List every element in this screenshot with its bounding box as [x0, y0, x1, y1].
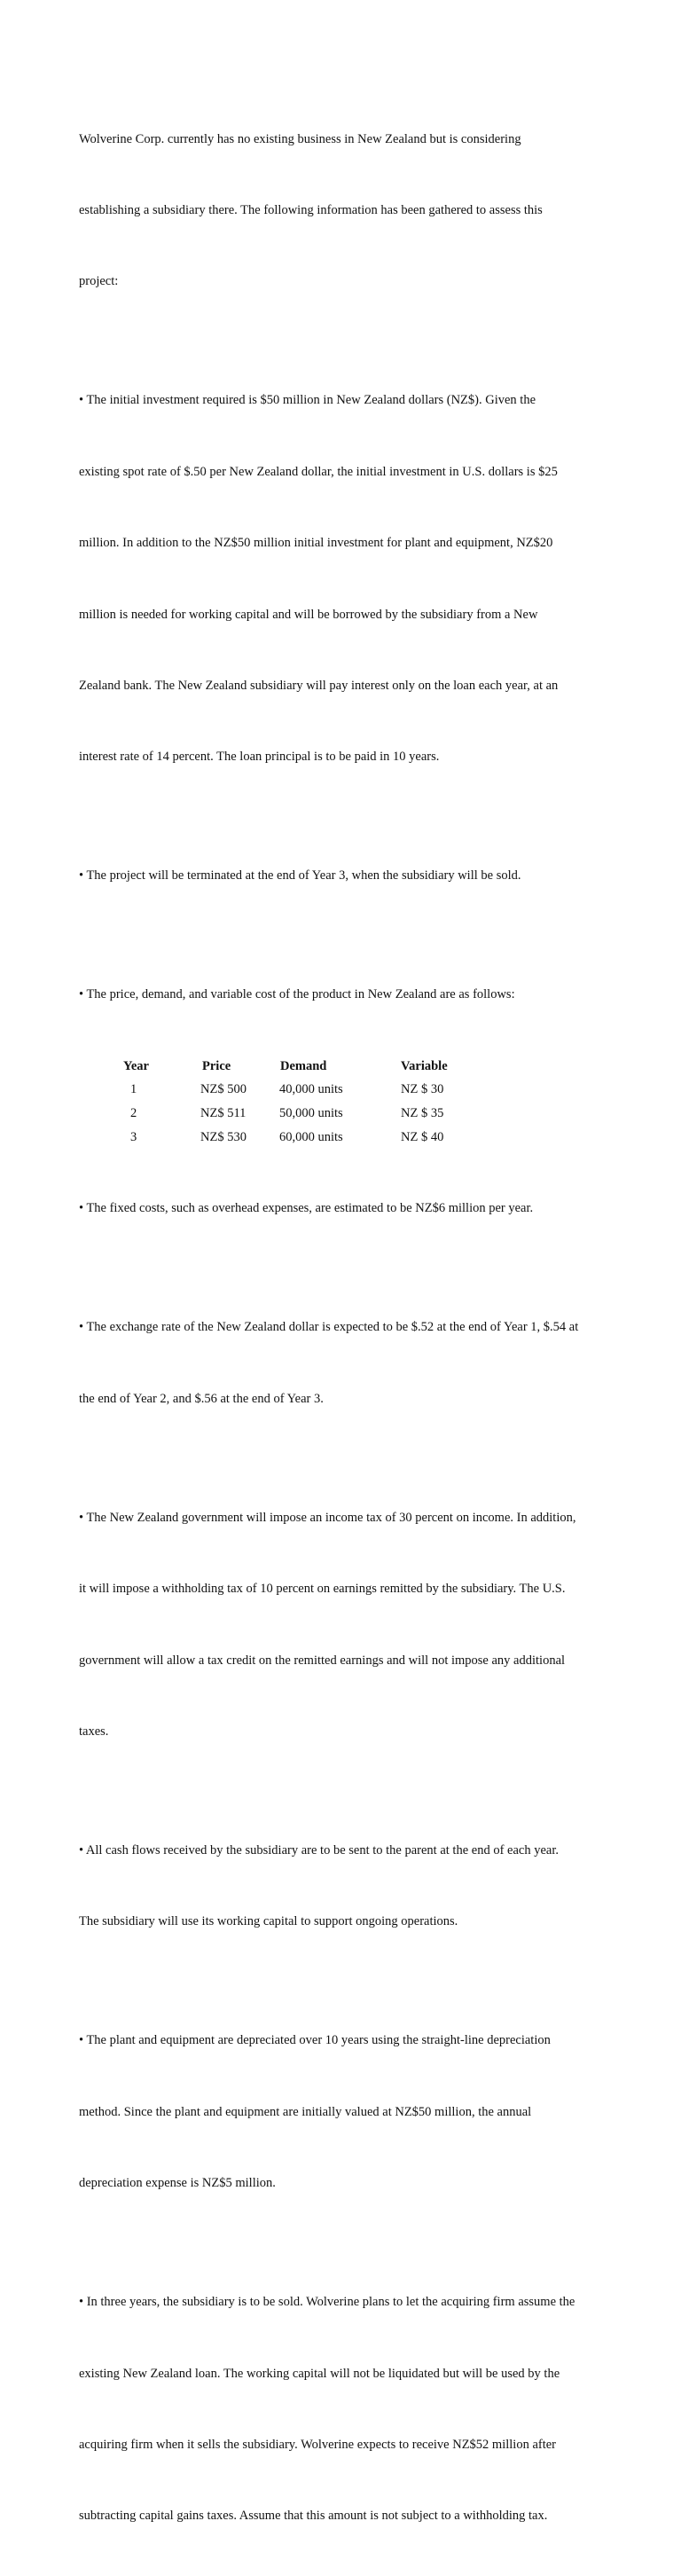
- text-line: depreciation expense is NZ$5 million.: [79, 2176, 276, 2191]
- bullet-income-tax: [79, 1458, 611, 1791]
- document-page: [79, 80, 611, 2576]
- table-row: [79, 1102, 611, 1126]
- text-line: government will allow a tax credit on the remitted earnings and will not impose any additional: [79, 1653, 566, 1668]
- bullet-exchange-rate: [79, 1268, 611, 1458]
- text-line: • In three years, the subsidiary is to be sold. Wolverine plans to let the acquiring firm assume the: [79, 2295, 575, 2310]
- table-row: [79, 1078, 611, 1102]
- text-line: subtracting capital gains taxes. Assume that this amount is not subject to a withholding tax.: [79, 2509, 548, 2524]
- text-line: • The fixed costs, such as overhead expenses, are estimated to be NZ$6 million per year.: [79, 1201, 534, 1216]
- header-year: Year: [123, 1058, 149, 1073]
- text-line: establishing a subsidiary there. The following information has been gathered to assess this: [79, 202, 543, 217]
- header-demand: Demand: [280, 1058, 327, 1073]
- text-line: existing New Zealand loan. The working capital will not be liquidated but will be used by the: [79, 2366, 560, 2381]
- bullet-project-termination: [79, 817, 611, 936]
- text-line: • The initial investment required is $50 million in New Zealand dollars (NZ$). Given the: [79, 393, 536, 408]
- text-line: acquiring firm when it sells the subsidiary. Wolverine expects to receive NZ$52 million after: [79, 2437, 557, 2452]
- cell-year: 2: [130, 1106, 137, 1121]
- cell-demand: 50,000 units: [279, 1106, 343, 1121]
- price-demand-table: [79, 1055, 611, 1150]
- cell-price: NZ$ 530: [200, 1130, 247, 1145]
- text-line: Zealand bank. The New Zealand subsidiary will pay interest only on the loan each year, at an: [79, 678, 559, 693]
- header-variable: Variable: [401, 1058, 448, 1073]
- cell-demand: 60,000 units: [279, 1130, 343, 1145]
- table-row: [79, 1126, 611, 1150]
- cell-price: NZ$ 511: [200, 1106, 247, 1121]
- text-line: existing spot rate of $.50 per New Zealand dollar, the initial investment in U.S. dollars is $25: [79, 464, 558, 479]
- bullet-depreciation: [79, 1982, 611, 2243]
- cell-demand: 40,000 units: [279, 1082, 343, 1097]
- bullet-fixed-costs: [79, 1150, 611, 1268]
- cell-variable: NZ $ 40: [401, 1130, 444, 1145]
- cell-price: NZ$ 500: [200, 1082, 247, 1097]
- text-line: • All cash flows received by the subsidiary are to be sent to the parent at the end of each year.: [79, 1842, 559, 1857]
- text-line: million. In addition to the NZ$50 million initial investment for plant and equipment, NZ$20: [79, 536, 553, 551]
- header-price: Price: [202, 1058, 231, 1073]
- text-line: The subsidiary will use its working capital to support ongoing operations.: [79, 1914, 458, 1929]
- text-line: taxes.: [79, 1724, 109, 1739]
- text-line: • The New Zealand government will impose an income tax of 30 percent on income. In addition,: [79, 1510, 576, 1525]
- text-line: project:: [79, 274, 119, 289]
- cell-variable: NZ $ 35: [401, 1106, 444, 1121]
- text-line: Wolverine Corp. currently has no existing business in New Zealand but is considering: [79, 131, 521, 146]
- text-line: interest rate of 14 percent. The loan principal is to be paid in 10 years.: [79, 750, 440, 765]
- cell-year: 3: [130, 1130, 137, 1145]
- text-line: • The plant and equipment are depreciated over 10 years using the straight-line depreciation: [79, 2033, 551, 2048]
- bullet-price-demand: [79, 936, 611, 1055]
- cell-year: 1: [130, 1082, 137, 1097]
- text-line: the end of Year 2, and $.56 at the end of Year 3.: [79, 1391, 324, 1406]
- text-line: method. Since the plant and equipment are initially valued at NZ$50 million, the annual: [79, 2104, 532, 2119]
- text-line: • The project will be terminated at the end of Year 3, when the subsidiary will be sold.: [79, 868, 521, 884]
- text-line: • The exchange rate of the New Zealand dollar is expected to be $.52 at the end of Year 1, $.54 at: [79, 1320, 579, 1335]
- bullet-cash-flows: [79, 1791, 611, 1981]
- bullet-initial-investment: [79, 342, 611, 817]
- text-line: • The price, demand, and variable cost of the product in New Zealand are as follows:: [79, 987, 515, 1002]
- intro-paragraph: [79, 80, 611, 342]
- cell-variable: NZ $ 30: [401, 1082, 444, 1097]
- text-line: million is needed for working capital and will be borrowed by the subsidiary from a New: [79, 607, 538, 622]
- text-line: it will impose a withholding tax of 10 percent on earnings remitted by the subsidiary. The U.S.: [79, 1582, 566, 1597]
- bullet-subsidiary-sale: [79, 2243, 611, 2576]
- table-header-row: [79, 1055, 611, 1079]
